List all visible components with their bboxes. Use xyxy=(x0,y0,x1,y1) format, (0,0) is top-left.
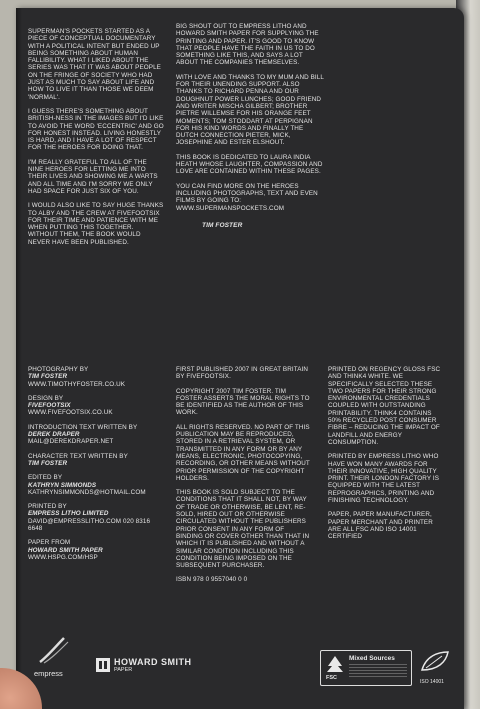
fsc-fine-print xyxy=(349,664,407,678)
credit-label: PAPER FROM xyxy=(28,539,71,547)
paragraph: SUPERMAN'S POCKETS STARTED AS A PIECE OF CONCEPTUAL DOCUMENTARY WITH A POLITICAL INTENT BUT ENDED UP BEING SOMETHING ABOUT HUMAN FALLIBILITY. WHAT I LIKED ABOUT THE SERIES WAS THAT IT WAS ABOUT PEOPLE ON THE FRINGE OF SOCIETY WHO HAD JUST AS MUCH TO SAY ABOUT LIFE AND HOW TO LIVE IT THAN THOSE WE DEEM 'NORMAL'. xyxy=(28,28,161,101)
paragraph: I GUESS THERE'S SOMETHING ABOUT BRITISH-NESS IN THE IMAGES BUT I'D LIKE TO AVOID THE WORD 'ECCENTRIC' AND GO FOR HONEST INSTEAD. LIVING HONESTLY IS HARD, AND I HAVE A LOT OF RESPECT FOR THE HEROES FOR DOING THAT. xyxy=(28,107,164,152)
iso-logo xyxy=(420,650,452,684)
mixed-sources-label: Mixed Sources xyxy=(349,655,395,662)
iso-label: ISO 14001 xyxy=(420,679,444,685)
paper-info-column xyxy=(328,366,446,548)
copyright-note: COPYRIGHT 2007 TIM FOSTER. TIM FOSTER ASSERTS THE MORAL RIGHTS TO BE IDENTIFIED AS THE AUTHOR OF THIS WORK. xyxy=(176,387,310,417)
intro-column-left xyxy=(28,28,164,253)
legal-column xyxy=(176,366,310,591)
credit-name: KATHRYN SIMMONDS xyxy=(28,481,97,489)
credit-paper xyxy=(28,539,158,561)
credits-column xyxy=(28,366,158,568)
credit-editor xyxy=(28,474,158,496)
credit-name: TIM FOSTER xyxy=(28,459,68,467)
credit-name: FIVEFOOTSIX xyxy=(28,402,71,410)
empress-logo xyxy=(34,636,74,678)
fsc-label: FSC xyxy=(326,675,337,681)
credit-printer xyxy=(28,503,158,532)
empress-wordmark: empress xyxy=(34,669,63,678)
fsc-tree-icon xyxy=(324,654,346,676)
iso-leaf-icon xyxy=(420,650,450,674)
credit-contact: WWW.TIMOTHYFOSTER.CO.UK xyxy=(28,380,126,388)
empress-swirl-icon xyxy=(34,636,74,666)
fsc-logo xyxy=(320,650,412,686)
conditions-note: THIS BOOK IS SOLD SUBJECT TO THE CONDITIONS THAT IT SHALL NOT, BY WAY OF TRADE OR OTHERWISE, BE LENT, RE-SOLD, HIRED OUT OR OTHERWISE CIRCULATED WITHOUT THE PUBLISHERS PRIOR CONSENT IN ANY FORM OF BINDING OR COVER OTHER THAN THAT IN WHICH IT IS PUBLISHED AND WITHOUT A SIMILAR CONDITION INCLUDING THIS CONDITION BEING IMPOSED ON THE SUBSEQUENT PURCHASER. xyxy=(176,489,310,570)
credit-contact: MAIL@DEREKDRAPER.NET xyxy=(28,438,114,446)
credit-contact: DAVID@EMPRESSLITHO.COM 020 8316 6648 xyxy=(28,517,151,533)
paragraph: I'M REALLY GRATEFUL TO ALL OF THE NINE HEROES FOR LETTING ME INTO THEIR LIVES AND SHOWING ME A WARTS AND ALL TIME AND I'M SORRY WE ONLY HAD SPACE FOR JUST SIX OF YOU. xyxy=(28,158,158,195)
howard-smith-logo xyxy=(96,657,192,673)
howard-smith-mark-icon xyxy=(96,658,110,672)
credit-contact: WWW.FIVEFOOTSIX.CO.UK xyxy=(28,409,113,417)
credit-label: CHARACTER TEXT WRITTEN BY xyxy=(28,452,128,460)
credit-design xyxy=(28,395,158,417)
credit-name: HOWARD SMITH PAPER xyxy=(28,546,103,554)
page-spine-shadow xyxy=(16,8,22,709)
credit-label: INTRODUCTION TEXT WRITTEN BY xyxy=(28,423,138,431)
rights-note: ALL RIGHTS RESERVED. NO PART OF THIS PUBLICATION MAY BE REPRODUCED, STORED IN A RETRIEVAL SYSTEM, OR TRANSMITTED IN ANY FORM OR BY ANY MEANS, ELECTRONIC, PHOTOCOPYING, RECORDING, OR OTHER MEANS WITHOUT PRIOR PERMISSION OF THE COPYRIGHT HOLDERS. xyxy=(176,423,310,482)
credit-photography xyxy=(28,366,158,388)
credit-character-text xyxy=(28,453,158,468)
paragraph: PRINTED ON REGENCY GLOSS FSC AND THINK4 WHITE. WE SPECIFICALLY SELECTED THESE TWO PAPERS FOR THEIR STRONG ENVIRONMENTAL CREDENTIALS COUPLED WITH OUTSTANDING PRINTABILITY. THINK4 CONTAINS 50% RECYCLED POST CONSUMER FIBRE – REDUCING THE IMPACT OF LANDFILL AND ENERGY CONSUMPTION. xyxy=(328,366,441,446)
credit-label: EDITED BY xyxy=(28,474,63,482)
paragraph: BIG SHOUT OUT TO EMPRESS LITHO AND HOWARD SMITH PAPER FOR SUPPLYING THE PRINTING AND PAPER. IT'S GOOD TO KNOW THAT PEOPLE HAVE THE FAITH IN US TO DO SOMETHING LIKE THIS, AND SAYS A LOT ABOUT THE COMPANIES THEMSELVES. xyxy=(176,23,319,67)
paragraph: WITH LOVE AND THANKS TO MY MUM AND BILL FOR THEIR UNENDING SUPPORT. ALSO THANKS TO RICHARD PENNA AND OUR DOUGHNUT POWER LUNCHES; GOOD FRIEND AND WRITER MISCHA GILBERT; BROTHER PIETRE WILLEMSE FOR HIS ORANGE FEET MOMENTS; TOM STODDART AT PERPIGNAN FOR HIS KIND WORDS AND FINALLY THE DUTCH CONNECTION PIETER, MICK, JOSEPHINE AND ESTER ELSHOUT. xyxy=(176,73,324,147)
paragraph: I WOULD ALSO LIKE TO SAY HUGE THANKS TO ALBY AND THE CREW AT FIVEFOOTSIX FOR THEIR TIME AND PATIENCE WITH ME WHEN PUTTING THIS TOGETHER. WITHOUT THEM, THE BOOK WOULD NEVER HAVE BEEN PUBLISHED. xyxy=(28,202,164,246)
isbn: ISBN 978 0 9557040 0 0 xyxy=(176,576,248,584)
paragraph: PAPER, PAPER MANUFACTURER, PAPER MERCHANT AND PRINTER ARE ALL FSC AND ISO 14001 CERTIFIED xyxy=(328,511,433,541)
credit-name: TIM FOSTER xyxy=(28,373,68,381)
howard-smith-wordmark: HOWARD SMITH xyxy=(114,657,192,667)
publication-note: FIRST PUBLISHED 2007 IN GREAT BRITAIN BY FIVEFOOTSIX. xyxy=(176,366,309,381)
author-signature: TIM FOSTER xyxy=(202,221,243,229)
credit-contact: KATHRYNSIMMONDS@HOTMAIL.COM xyxy=(28,488,146,496)
paragraph: PRINTED BY EMPRESS LITHO WHO HAVE WON MANY AWARDS FOR THEIR INNOVATIVE, HIGH QUALITY PRINT. THEIR LONDON FACTORY IS EQUIPPED WITH THE LATEST REPROGRAPHICS, PRINTING AND FINISHING TECHNOLOGY. xyxy=(328,453,440,505)
paragraph: YOU CAN FIND MORE ON THE HEROES INCLUDING PHOTOGRAPHS, TEXT AND EVEN FILMS BY GOING TO: WWW.SUPERMANSPOCKETS.COM xyxy=(176,182,318,212)
credit-label: DESIGN BY xyxy=(28,394,64,402)
credit-introduction xyxy=(28,424,158,446)
howard-smith-subtitle: PAPER xyxy=(114,667,133,673)
credit-name: EMPRESS LITHO LIMITED xyxy=(28,510,109,518)
credit-label: PHOTOGRAPHY BY xyxy=(28,366,89,373)
paragraph: THIS BOOK IS DEDICATED TO LAURA INDIA HEATH WHOSE LAUGHTER, COMPASSION AND LOVE ARE CONTAINED WITHIN THESE PAGES. xyxy=(176,153,323,176)
credit-name: DEREK DRAPER xyxy=(28,431,80,439)
credit-label: PRINTED BY xyxy=(28,503,67,511)
intro-column-right xyxy=(176,23,326,229)
credit-contact: WWW.HSPG.COM/HSP xyxy=(28,553,98,561)
